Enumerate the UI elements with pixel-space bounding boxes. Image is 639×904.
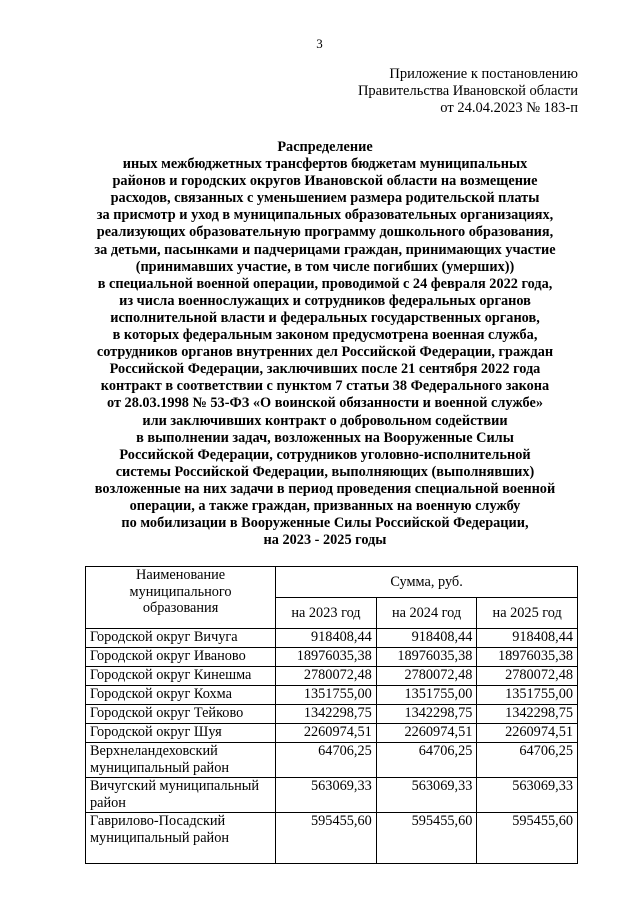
sum-cell-2024: 64706,25 <box>376 743 477 778</box>
sum-cell-2025: 563069,33 <box>477 778 578 813</box>
municipality-name-line: муниципальный район <box>90 759 230 776</box>
title-line: районов и городских округов Ивановской области на возмещение <box>112 173 538 190</box>
sum-cell-2023: 595455,60 <box>276 813 377 864</box>
table-row <box>86 686 578 705</box>
header-municipality <box>86 567 276 629</box>
sum-cell-2024: 2780072,48 <box>376 667 477 686</box>
appendix-line: Приложение к постановлению <box>389 66 578 82</box>
appendix-line: Правительства Ивановской области <box>357 83 578 99</box>
table-row <box>86 743 578 778</box>
page-number: 3 <box>316 36 323 51</box>
title-line: на 2023 - 2025 годы <box>263 532 387 549</box>
municipality-name-line: муниципальный район <box>90 829 230 846</box>
municipality-name <box>86 667 276 686</box>
municipality-name-line <box>90 846 271 863</box>
title-heading: Распределение <box>277 139 373 155</box>
municipality-name <box>86 629 276 648</box>
table-row <box>86 813 578 864</box>
header-name-line: Наименование <box>136 567 226 583</box>
sum-cell-2025: 2260974,51 <box>477 724 578 743</box>
document-title <box>60 139 590 549</box>
municipality-name <box>86 648 276 667</box>
sum-cell-2024: 918408,44 <box>376 629 477 648</box>
header-name-line: муниципального <box>129 583 232 600</box>
sum-cell-2025: 918408,44 <box>477 629 578 648</box>
municipality-name-line: Городской округ Вичуга <box>90 629 238 645</box>
header-year-2023: на 2023 год <box>276 598 377 629</box>
appendix-line: от 24.04.2023 № 183-п <box>440 100 578 116</box>
header-year-2024: на 2024 год <box>376 598 477 629</box>
title-line: исполнительной власти и федеральных государственных органов, <box>110 309 540 326</box>
title-line: реализующих образовательную программу дошкольного образования, <box>96 224 554 241</box>
municipality-name <box>86 778 276 813</box>
title-line: системы Российской Федерации, выполняющих (выполнявших) <box>115 463 535 480</box>
sum-cell-2025: 1342298,75 <box>477 705 578 724</box>
municipality-name-line: Гаврилово-Посадский <box>90 813 226 829</box>
municipality-name-line: Городской округ Иваново <box>90 648 246 664</box>
sum-cell-2024: 2260974,51 <box>376 724 477 743</box>
sum-cell-2024: 1351755,00 <box>376 686 477 705</box>
municipality-name-line: Городской округ Кинешма <box>90 667 252 683</box>
header-name-line: образования <box>142 600 219 616</box>
table-row <box>86 667 578 686</box>
title-line: контракт в соответствии с пунктом 7 статьи 38 Федерального закона <box>100 378 550 395</box>
title-line: операции, а также граждан, призванных на военную службу <box>129 497 521 514</box>
sum-cell-2023: 918408,44 <box>276 629 377 648</box>
sum-cell-2023: 18976035,38 <box>276 648 377 667</box>
title-line: в которых федеральным законом предусмотрена военная служба, <box>112 327 538 344</box>
sum-cell-2024: 595455,60 <box>376 813 477 864</box>
title-line: (принимавших участие, в том числе погибших (умерших)) <box>135 258 515 275</box>
municipality-name <box>86 724 276 743</box>
appendix-header <box>358 66 578 117</box>
municipality-name-line: Городской округ Кохма <box>90 686 232 702</box>
sum-cell-2024: 18976035,38 <box>376 648 477 667</box>
municipality-name-line: Вичугский муниципальный <box>90 778 260 794</box>
table-row <box>86 629 578 648</box>
sum-cell-2023: 2260974,51 <box>276 724 377 743</box>
title-line: от 28.03.1998 № 53-ФЗ «О воинской обязанности и военной службе» <box>106 395 543 412</box>
title-line: по мобилизации в Вооруженные Силы Российской Федерации, <box>121 515 529 532</box>
sum-cell-2023: 563069,33 <box>276 778 377 813</box>
title-line: или заключивших контракт о добровольном содействии <box>142 412 508 429</box>
municipality-name-line: Городской округ Шуя <box>90 724 222 740</box>
sum-cell-2025: 64706,25 <box>477 743 578 778</box>
title-line: из числа военнослужащих и сотрудников федеральных органов <box>119 292 531 309</box>
header-sum: Сумма, руб. <box>276 567 578 598</box>
sum-cell-2025: 2780072,48 <box>477 667 578 686</box>
sum-cell-2025: 1351755,00 <box>477 686 578 705</box>
distribution-table <box>85 566 578 864</box>
table-row <box>86 648 578 667</box>
title-line: за детьми, пасынками и падчерицами граждан, принимающих участие <box>94 241 556 258</box>
municipality-name <box>86 743 276 778</box>
title-line: Российской Федерации, сотрудников уголовно-исполнительной <box>119 446 531 463</box>
table-row <box>86 705 578 724</box>
table-row <box>86 778 578 813</box>
sum-cell-2023: 2780072,48 <box>276 667 377 686</box>
municipality-name-line: Городской округ Тейково <box>90 705 244 721</box>
municipality-name-line: район <box>90 794 126 811</box>
municipality-name <box>86 705 276 724</box>
sum-cell-2024: 1342298,75 <box>376 705 477 724</box>
title-line: за присмотр и уход в муниципальных образовательных организациях, <box>96 207 554 224</box>
title-line: Российской Федерации, заключивших после 21 сентября 2022 года <box>109 361 541 378</box>
header-year-2025: на 2025 год <box>477 598 578 629</box>
municipality-name <box>86 813 276 864</box>
table-row <box>86 724 578 743</box>
title-line: сотрудников органов внутренних дел Российской Федерации, граждан <box>96 344 554 361</box>
title-line: в специальной военной операции, проводимой с 24 февраля 2022 года, <box>97 275 553 292</box>
sum-cell-2025: 595455,60 <box>477 813 578 864</box>
sum-cell-2023: 64706,25 <box>276 743 377 778</box>
title-line: расходов, связанных с уменьшением размера родительской платы <box>110 190 540 207</box>
sum-cell-2025: 18976035,38 <box>477 648 578 667</box>
title-line: в выполнении задач, возложенных на Вооруженные Силы <box>136 429 514 446</box>
municipality-name <box>86 686 276 705</box>
sum-cell-2024: 563069,33 <box>376 778 477 813</box>
title-line: иных межбюджетных трансфертов бюджетам муниципальных <box>122 156 528 173</box>
sum-cell-2023: 1351755,00 <box>276 686 377 705</box>
sum-cell-2023: 1342298,75 <box>276 705 377 724</box>
title-line: возложенные на них задачи в период проведения специальной военной <box>94 480 556 497</box>
municipality-name-line: Верхнеландеховский <box>90 743 218 759</box>
